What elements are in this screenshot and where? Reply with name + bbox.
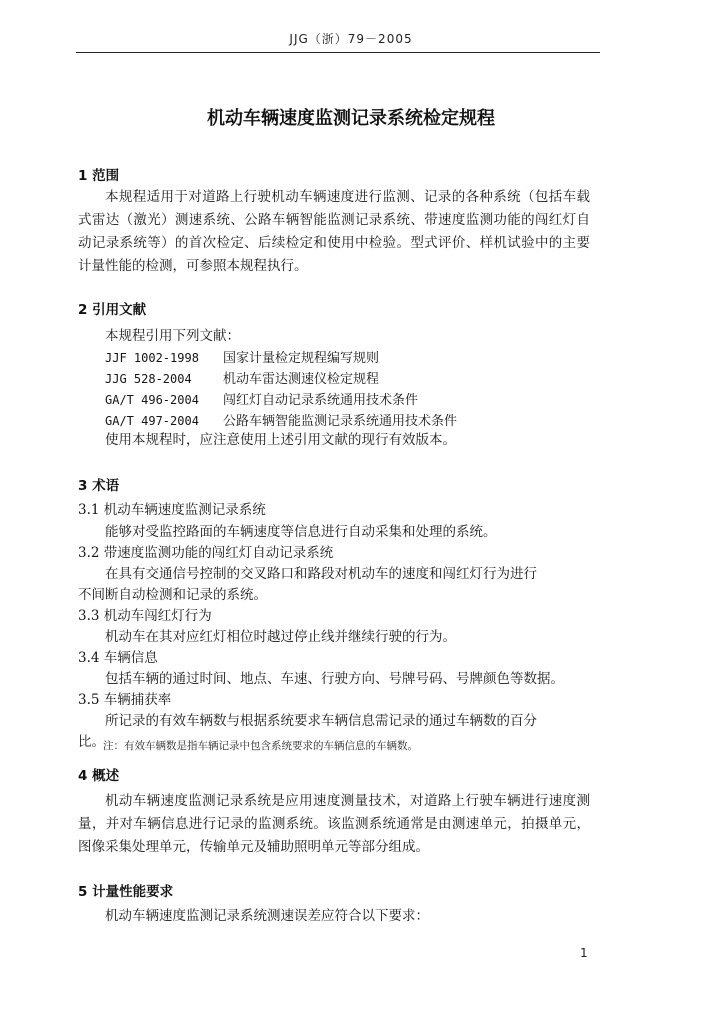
term-label: 3.4 车辆信息 bbox=[78, 650, 158, 666]
term-label: 3.1 机动车辆速度监测记录系统 bbox=[78, 502, 266, 518]
term-definition: 在具有交通信号控制的交叉路口和路段对机动车的速度和闯红灯行为进行 bbox=[105, 566, 537, 582]
header-rule bbox=[76, 52, 600, 53]
page-number: 1 bbox=[580, 946, 588, 960]
term-label: 3.5 车辆捕获率 bbox=[78, 692, 172, 708]
reference-title: 闯红灯自动记录系统通用技术条件 bbox=[223, 393, 419, 408]
reference-code: GA/T 497-2004 bbox=[105, 414, 199, 428]
reference-item bbox=[105, 368, 379, 387]
running-header: JJG（浙）79－2005 bbox=[289, 32, 413, 46]
term-definition-continued: 比。 bbox=[78, 734, 105, 750]
section-heading-overview: 4 概述 bbox=[78, 768, 120, 784]
references-closing: 使用本规程时，应注意使用上述引用文献的现行有效版本。 bbox=[105, 432, 456, 448]
term-definition-continued: 不间断自动检测和记录的系统。 bbox=[78, 587, 267, 603]
reference-code: JJF 1002-1998 bbox=[105, 351, 199, 365]
term-label: 3.2 带速度监测功能的闯红灯自动记录系统 bbox=[78, 545, 334, 561]
scope-paragraph: 本规程适用于对道路上行驶机动车辆速度进行监测、记录的各种系统（包括车载式雷达（激光）测速系统、公路车辆智能监测记录系统、带速度监测功能的闯红灯自动记录系统等）的首次检定、后续检定和使用中检验。型式评价、样机试验中的主要计量性能的检测，可参照本规程执行。 bbox=[78, 189, 590, 274]
section-heading-references: 2 引用文献 bbox=[78, 302, 147, 318]
term-definition: 包括车辆的通过时间、地点、车速、行驶方向、号牌号码、号牌颜色等数据。 bbox=[105, 671, 564, 687]
term-definition: 能够对受监控路面的车辆速度等信息进行自动采集和处理的系统。 bbox=[105, 524, 497, 540]
reference-item bbox=[105, 347, 379, 366]
reference-code: JJG 528-2004 bbox=[105, 372, 192, 386]
reference-title: 机动车雷达测速仪检定规程 bbox=[223, 372, 380, 387]
reference-title: 国家计量检定规程编写规则 bbox=[223, 351, 380, 366]
term-definition: 所记录的有效车辆数与根据系统要求车辆信息需记录的通过车辆数的百分 bbox=[105, 713, 537, 729]
section-heading-metrology: 5 计量性能要求 bbox=[78, 884, 174, 900]
document-title: 机动车辆速度监测记录系统检定规程 bbox=[207, 108, 495, 129]
section-heading-scope: 1 范围 bbox=[78, 168, 120, 184]
term-definition: 机动车在其对应红灯相位时越过停止线并继续行驶的行为。 bbox=[105, 629, 456, 645]
metrology-intro: 机动车辆速度监测记录系统测速误差应符合以下要求： bbox=[105, 908, 429, 924]
overview-paragraph: 机动车辆速度监测记录系统是应用速度测量技术，对道路上行驶车辆进行速度测量，并对车辆信息进行记录的监测系统。该监测系统通常是由测速单元，拍摄单元，图像采集处理单元，传输单元及辅助照明单元等部分组成。 bbox=[78, 793, 590, 855]
terms-note: 注：有效车辆数是指车辆记录中包含系统要求的车辆信息的车辆数。 bbox=[103, 740, 418, 752]
reference-item bbox=[105, 410, 457, 429]
reference-title: 公路车辆智能监测记录系统通用技术条件 bbox=[223, 414, 458, 429]
section-heading-terms: 3 术语 bbox=[78, 478, 120, 494]
references-intro: 本规程引用下列文献： bbox=[105, 328, 240, 344]
reference-code: GA/T 496-2004 bbox=[105, 393, 199, 407]
reference-item bbox=[105, 389, 418, 408]
term-label: 3.3 机动车闯红灯行为 bbox=[78, 608, 212, 624]
